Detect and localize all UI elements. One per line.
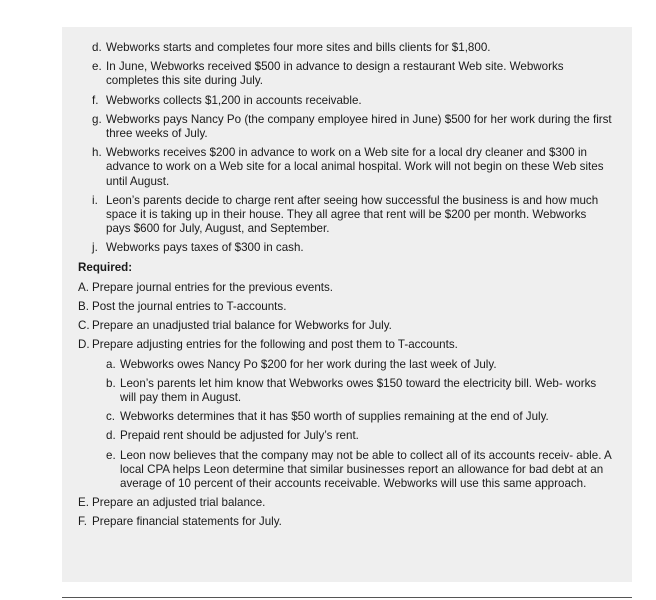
event-item-d xyxy=(92,41,614,55)
bottom-rule xyxy=(62,597,632,598)
event-text: In June, Webworks received $500 in advance to design a restaurant Web site. Webworks completes this site during July. xyxy=(106,60,564,88)
event-item-h xyxy=(92,146,614,189)
adjustment-text: Leon’s parents let him know that Webworks owes $150 toward the electricity bill. Web- works will pay them in August. xyxy=(120,376,597,405)
final-requirements-list xyxy=(78,496,614,529)
requirements-list xyxy=(78,281,614,353)
requirement-text: Prepare adjusting entries for the following and post them to T-accounts. xyxy=(92,338,458,352)
event-item-j xyxy=(92,241,614,255)
event-text: Webworks starts and completes four more sites and bills clients for $1,800. xyxy=(106,41,491,54)
event-label: d. xyxy=(92,41,102,54)
adjustment-label: c. xyxy=(106,410,116,424)
problem-panel xyxy=(62,27,632,582)
requirement-item-f xyxy=(78,515,614,529)
event-label: h. xyxy=(92,146,102,160)
adjustment-text: Webworks determines that it has $50 worth of supplies remaining at the end of July. xyxy=(120,410,549,424)
event-text: Webworks pays taxes of $300 in cash. xyxy=(106,241,304,255)
event-label: j. xyxy=(92,241,98,255)
event-item-i xyxy=(92,194,614,237)
requirement-label: A. xyxy=(78,280,89,294)
event-text: Webworks receives $200 in advance to work on a Web site for a local dry cleaner and $300 in advance to work on a Web site for a local animal hospital. Work will not begin on these Web sites until August. xyxy=(106,146,604,188)
requirement-item-b xyxy=(78,300,614,314)
event-label: i. xyxy=(92,193,98,207)
adjustment-label: a. xyxy=(106,357,116,371)
requirement-label: F. xyxy=(78,515,88,529)
adjustment-text: Webworks owes Nancy Po $200 for her work during the last week of July. xyxy=(120,357,497,371)
requirement-item-a xyxy=(78,281,614,295)
event-text: Leon’s parents decide to charge rent after seeing how successful the business is and how much space it is taking up in their house. They all agree that rent will be $200 per month. Webworks pays $600 for July, August, and September. xyxy=(106,193,599,236)
events-list xyxy=(78,41,614,256)
requirement-label: E. xyxy=(78,496,89,510)
requirement-label: D. xyxy=(78,338,90,352)
adjustment-text: Leon now believes that the company may not be able to collect all of its accounts receiv- able. A local CPA helps Leon determine that similar businesses report an allowance for bad debt at an average of 10 percent of their accounts receivable. Webworks will use this same approach. xyxy=(120,448,612,491)
adjustment-label: b. xyxy=(106,376,116,390)
event-label: e. xyxy=(92,60,102,74)
adjustment-label: d. xyxy=(106,429,116,443)
requirement-text: Post the journal entries to T-accounts. xyxy=(92,300,287,314)
adjustment-item-b xyxy=(106,377,614,405)
adjustment-item-a xyxy=(106,358,614,372)
requirement-text: Prepare financial statements for July. xyxy=(92,515,282,529)
event-item-e xyxy=(92,60,614,88)
requirement-item-c xyxy=(78,319,614,333)
requirement-item-e xyxy=(78,496,614,510)
requirement-text: Prepare an adjusted trial balance. xyxy=(92,496,266,510)
event-item-g xyxy=(92,113,614,141)
required-heading: Required: xyxy=(78,260,133,274)
adjustment-item-e xyxy=(106,449,614,492)
requirement-label: B. xyxy=(78,300,89,314)
event-text: Webworks collects $1,200 in accounts receivable. xyxy=(106,93,362,107)
event-text: Webworks pays Nancy Po (the company employee hired in June) $500 for her work during the first three weeks of July. xyxy=(106,112,612,141)
adjustment-label: e. xyxy=(106,448,116,462)
adjustment-text: Prepaid rent should be adjusted for July’s rent. xyxy=(120,429,359,443)
requirement-text: Prepare journal entries for the previous events. xyxy=(92,280,334,294)
event-item-f xyxy=(92,94,614,108)
event-label: f. xyxy=(92,93,99,107)
requirement-label: C. xyxy=(78,319,90,333)
adjustments-list xyxy=(78,358,614,492)
requirement-text: Prepare an unadjusted trial balance for Webworks for July. xyxy=(92,319,392,333)
event-label: g. xyxy=(92,112,102,126)
requirement-item-d xyxy=(78,338,614,352)
adjustment-item-c xyxy=(106,410,614,424)
adjustment-item-d xyxy=(106,429,614,443)
